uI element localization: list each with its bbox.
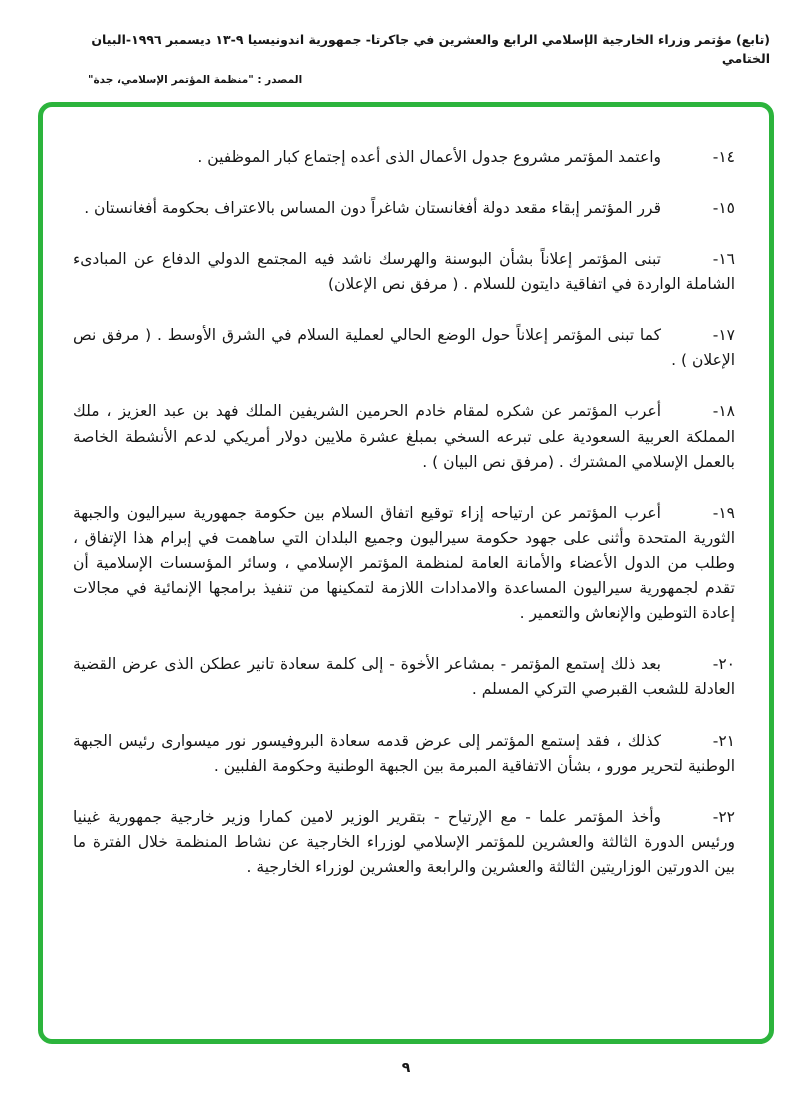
paragraph-text: واعتمد المؤتمر مشروع جدول الأعمال الذى أعده إجتماع كبار الموظفين .	[197, 147, 661, 166]
paragraph-text: أعرب المؤتمر عن شكره لمقام خادم الحرمين الشريفين الملك فهد بن عبد العزيز ، ملك المملكة العربية السعودية على تبرعه السخي بمبلغ عشرة ملايين دولار أمريكي لدعم الأنشطة الخاصة بالعمل الإسلامي المشترك . (مرفق نص البيان ) .	[73, 402, 735, 471]
paragraph-item	[73, 247, 735, 297]
paragraph-item	[73, 805, 735, 880]
paragraph-text: كما تبنى المؤتمر إعلاناً حول الوضع الحالي لعملية السلام في الشرق الأوسط . ( مرفق نص الإعلان ) .	[73, 326, 735, 370]
paragraph-number: ٢١-	[712, 731, 735, 750]
paragraph-item	[73, 729, 735, 779]
paragraph-number: ١٨-	[712, 402, 735, 421]
paragraph-item	[73, 399, 735, 474]
document-title: (تابع) مؤتمر وزراء الخارجية الإسلامي الرابع والعشرين في جاكرتا- جمهورية اندونيسيا ٩-١٣ ديسمبر ١٩٩٦-البيان الختامي	[91, 32, 770, 67]
paragraph-text: وأخذ المؤتمر علما - مع الإرتياح - بتقرير الوزير لامين كمارا وزير خارجية جمهورية غينيا ورئيس الدورة الثالثة والعشرين للمؤتمر الإسلامي لوزراء الخارجية عن نشاط المنظمة خلال الفترة ما بين الدورتين الوزاريتين الثالثة والعشرين والرابعة والعشرين لوزراء الخارجية .	[73, 807, 735, 876]
paragraph-item	[73, 145, 735, 170]
page-number: ٩	[401, 1059, 411, 1076]
document-source: المصدر : "منظمة المؤتمر الإسلامي، جدة"	[88, 73, 303, 86]
paragraph-text: كذلك ، فقد إستمع المؤتمر إلى عرض قدمه سعادة البروفيسور نور ميسوارى رئيس الجبهة الوطنية لتحرير مورو ، بشأن الاتفاقية المبرمة بين الجبهة الوطنية وحكومة الفلبين .	[73, 731, 735, 775]
paragraph-item	[73, 196, 735, 221]
paragraph-item	[73, 323, 735, 373]
paragraph-text: تبنى المؤتمر إعلاناً بشأن البوسنة والهرسك ناشد فيه المجتمع الدولي الدفاع عن المبادىء الشاملة الواردة في اتفاقية دايتون للسلام . ( مرفق نص الإعلان)	[73, 249, 735, 294]
paragraph-text: بعد ذلك إستمع المؤتمر - بمشاعر الأخوة - إلى كلمة سعادة تانير عطكن الذى عرض القضية العادلة للشعب القبرصي التركي المسلم .	[73, 655, 735, 699]
paragraph-number: ١٧-	[712, 326, 735, 345]
paragraph-number: ١٩-	[712, 503, 735, 522]
paragraph-number: ١٦-	[712, 249, 735, 268]
paragraph-number: ٢٢-	[712, 807, 735, 826]
paragraph-text: أعرب المؤتمر عن ارتياحه إزاء توقيع اتفاق السلام بين حكومة جمهورية سيراليون والجبهة الثورية المتحدة وأثنى على جهود حكومة سيراليون وجميع البلدان التي ساهمت في إبرام هذا الإتفاق ، وطلب من الدول الأعضاء والأمانة العامة لمنظمة المؤتمر الإسلامي ، وسائر المؤسسات الإسلامية أن تقدم لجمهورية سيراليون المساعدة والامدادات اللازمة لتمكينها من تنفيذ برامجها الإنمائية في مجالات إعادة التوطين والإنعاش والتعمير .	[73, 503, 735, 623]
paragraph-item	[73, 652, 735, 702]
paragraph-number: ١٥-	[712, 198, 735, 217]
document-header	[0, 0, 812, 86]
paragraph-item	[73, 501, 735, 627]
paragraph-text: قرر المؤتمر إبقاء مقعد دولة أفغانستان شاغراً دون المساس بالاعتراف بحكومة أفغانستان .	[84, 198, 661, 217]
content-border-box	[38, 102, 774, 1044]
paragraph-number: ٢٠-	[712, 655, 735, 674]
paragraph-number: ١٤-	[712, 147, 735, 166]
